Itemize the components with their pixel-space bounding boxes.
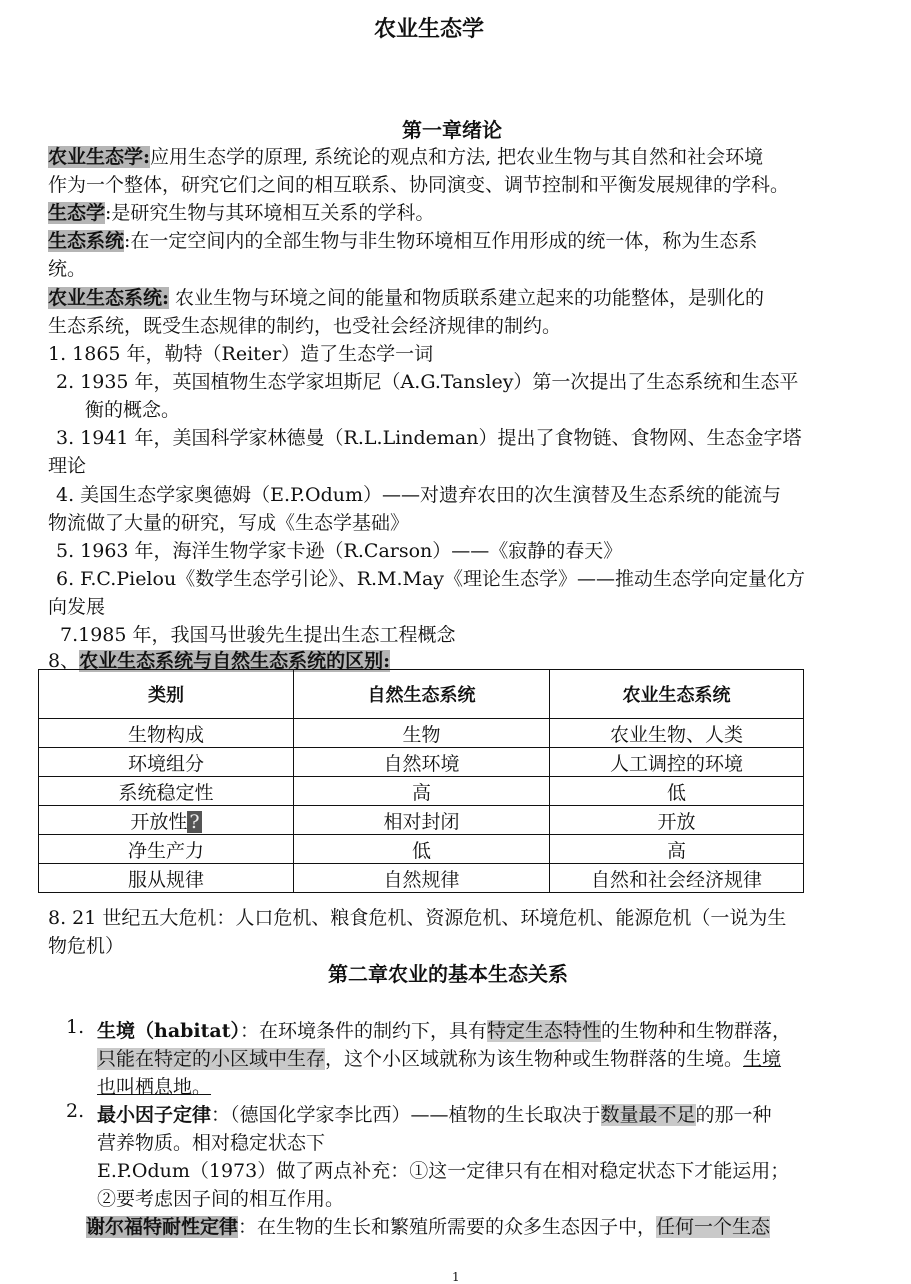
def-ecosystem-text1: :在一定空间内的全部生物与非生物环境相互作用形成的统一体，称为生态系 [124, 230, 758, 252]
table-cell: 环境组分 [39, 748, 294, 777]
def-agro-ecosystem-line1 [48, 283, 764, 310]
table-cell-openness: 开放性 [130, 810, 188, 833]
table-cell: 开放 [550, 806, 804, 835]
table-header-row [39, 670, 804, 719]
chapter-1-heading: 第一章绪论 [402, 118, 502, 142]
term-shelford: 谢尔福特耐性定律 [86, 1216, 239, 1238]
table-cell: 自然规律 [294, 864, 550, 893]
history-item-1: 1. 1865 年，勒特（Reiter）造了生态学一词 [48, 343, 434, 365]
history-item-4-cont: 物流做了大量的研究，写成《生态学基础》 [48, 512, 410, 534]
table-row [39, 835, 804, 864]
table-row [39, 748, 804, 777]
table-row [39, 806, 804, 835]
def-ecosystem-line1 [48, 226, 757, 253]
history-item-2-cont: 衡的概念。 [85, 399, 181, 421]
table-cell: 生物 [294, 719, 550, 748]
table-cell: 生物构成 [39, 719, 294, 748]
history-item-3-cont: 理论 [48, 455, 87, 477]
table-cell: 系统稳定性 [39, 777, 294, 806]
ch2-item-1-number: 1. [66, 1016, 85, 1038]
habitat-text-a: ：在环境条件的制约下，具有 [240, 1020, 488, 1042]
item-8-label: 农业生态系统与自然生态系统的区别: [79, 650, 391, 672]
odum-line1: E.P.Odum（1973）做了两点补充：①这一定律只有在相对稳定状态下才能运用； [97, 1160, 790, 1182]
history-item-4: 4. 美国生态学家奥德姆（E.P.Odum）——对遗弃农田的次生演替及生态系统的能流与 [56, 484, 782, 506]
habitat-underline-2: 也叫栖息地。 [97, 1076, 212, 1098]
habitat-underline-1: 生境 [743, 1048, 782, 1070]
def-ecology-text: :是研究生物与其环境相互关系的学科。 [105, 202, 435, 224]
habitat-text-c: ，这个小区域就称为该生物种或生物群落的生境。 [325, 1048, 744, 1070]
history-item-5: 5. 1963 年，海洋生物学家卡逊（R.Carson）——《寂静的春天》 [56, 540, 623, 562]
shelford-highlight: 任何一个生态 [656, 1216, 771, 1238]
page-number: 1 [452, 1270, 460, 1284]
table-header-category: 类别 [39, 670, 294, 719]
term-min-law: 最小因子定律 [97, 1104, 212, 1126]
term-agro-ecology: 农业生态学: [48, 146, 151, 168]
term-agro-ecosystem: 农业生态系统: [48, 287, 170, 309]
min-law-text-a: ：（德国化学家李比西）——植物的生长取决于 [211, 1104, 601, 1126]
table-cell: 净生产力 [39, 835, 294, 864]
def-ecosystem-line2: 统。 [48, 258, 87, 280]
history-item-6: 6. F.C.Pielou《数学生态学引论》、R.M.May《理论生态学》——推动生态学向定量化方 [56, 568, 806, 590]
habitat-highlight-2: 只能在特定的小区域中生存 [97, 1048, 326, 1070]
history-item-2: 2. 1935 年，英国植物生态学家坦斯尼（A.G.Tansley）第一次提出了生态系统和生态平 [56, 371, 799, 393]
min-law-line1 [97, 1100, 772, 1127]
habitat-line2 [97, 1044, 781, 1071]
comparison-table [38, 669, 804, 893]
table-cell: 人工调控的环境 [550, 748, 804, 777]
crisis-line2: 物危机） [48, 935, 125, 957]
def-agro-ecology-text1: 应用生态学的原理, 系统论的观点和方法, 把农业生物与其自然和社会环境 [150, 146, 764, 168]
odum-line2: ②要考虑因子间的相互作用。 [97, 1188, 345, 1210]
history-item-3: 3. 1941 年，美国科学家林德曼（R.L.Lindeman）提出了食物链、食物网、生态金字塔 [56, 427, 802, 449]
history-item-7: 7.1985 年，我国马世骏先生提出生态工程概念 [60, 624, 456, 646]
def-agro-ecosystem-line2: 生态系统，既受生态规律的制约，也受社会经济规律的制约。 [48, 315, 562, 337]
def-agro-ecosystem-text1: 农业生物与环境之间的能量和物质联系建立起来的功能整体，是驯化的 [169, 287, 765, 309]
table-cell: 高 [294, 777, 550, 806]
table-cell: 低 [550, 777, 804, 806]
min-law-text-b: 的那一种 [695, 1104, 772, 1126]
chapter-2-heading: 第二章农业的基本生态关系 [328, 962, 568, 986]
table-row [39, 719, 804, 748]
table-cell: 高 [550, 835, 804, 864]
habitat-highlight-1: 特定生态特性 [487, 1020, 602, 1042]
min-law-highlight: 数量最不足 [600, 1104, 696, 1126]
document-title: 农业生态学 [374, 16, 485, 42]
history-item-6-cont: 向发展 [48, 596, 106, 618]
term-ecology: 生态学 [48, 202, 106, 224]
habitat-line3 [97, 1072, 211, 1099]
table-cell: 服从规律 [39, 864, 294, 893]
table-cell [39, 806, 294, 835]
term-habitat: 生境（habitat） [97, 1020, 240, 1042]
table-header-natural: 自然生态系统 [294, 670, 550, 719]
table-cell: 相对封闭 [294, 806, 550, 835]
habitat-text-b: 的生物种和生物群落， [601, 1020, 792, 1042]
table-row [39, 777, 804, 806]
table-cell: 自然和社会经济规律 [550, 864, 804, 893]
item-8-number: 8、 [48, 650, 80, 672]
def-ecology [48, 198, 434, 225]
def-agro-ecology-line2: 作为一个整体，研究它们之间的相互联系、协同演变、调节控制和平衡发展规律的学科。 [48, 174, 790, 196]
term-ecosystem: 生态系统 [48, 230, 125, 252]
min-law-line2: 营养物质。相对稳定状态下 [97, 1132, 326, 1154]
crisis-line1: 8. 21 世纪五大危机：人口危机、粮食危机、资源危机、环境危机、能源危机（一说为生 [48, 907, 787, 929]
shelford-text-a: ：在生物的生长和繁殖所需要的众多生态因子中， [238, 1216, 657, 1238]
unknown-char-mark: ? [189, 810, 200, 833]
habitat-line1 [97, 1016, 791, 1043]
table-cell: 农业生物、人类 [550, 719, 804, 748]
shelford-line1 [86, 1212, 770, 1239]
ch2-item-2-number: 2. [66, 1100, 85, 1122]
table-header-agro: 农业生态系统 [550, 670, 804, 719]
def-agro-ecology-line1 [48, 142, 763, 169]
table-row [39, 864, 804, 893]
table-cell: 低 [294, 835, 550, 864]
table-cell: 自然环境 [294, 748, 550, 777]
